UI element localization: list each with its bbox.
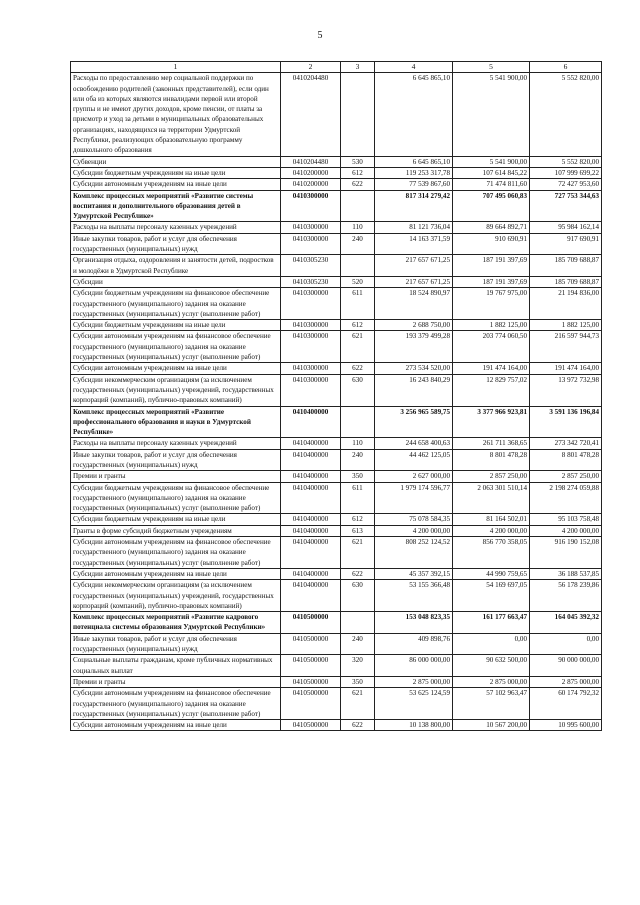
row-amount-cell: 0,00 bbox=[453, 633, 530, 655]
row-code-cell: 0410400000 bbox=[281, 537, 341, 569]
row-amount-cell: 71 474 811,60 bbox=[453, 179, 530, 190]
row-code-cell: 0410500000 bbox=[281, 633, 341, 655]
row-amount-cell: 185 709 688,87 bbox=[530, 276, 602, 287]
row-expense-type-cell: 612 bbox=[341, 320, 375, 331]
row-amount-cell: 707 495 060,83 bbox=[453, 190, 530, 222]
row-amount-cell: 95 984 162,14 bbox=[530, 222, 602, 233]
row-expense-type-cell: 530 bbox=[341, 156, 375, 167]
row-amount-cell: 44 462 125,05 bbox=[375, 449, 453, 471]
row-name-cell: Иные закупки товаров, работ и услуг для обеспечения государственных (муниципальных) нужд bbox=[71, 233, 281, 255]
row-name-cell: Субсидии bbox=[71, 276, 281, 287]
table-row bbox=[71, 255, 602, 277]
budget-table bbox=[70, 61, 602, 731]
table-row bbox=[71, 537, 602, 569]
row-name-cell: Субсидии автономным учреждениям на иные цели bbox=[71, 179, 281, 190]
table-row bbox=[71, 222, 602, 233]
row-amount-cell: 187 191 397,69 bbox=[453, 255, 530, 277]
row-amount-cell: 119 253 317,78 bbox=[375, 167, 453, 178]
table-row bbox=[71, 156, 602, 167]
row-name-cell: Премии и гранты bbox=[71, 676, 281, 687]
row-amount-cell: 81 164 502,01 bbox=[453, 514, 530, 525]
column-header: 3 bbox=[341, 62, 375, 73]
row-name-cell: Субсидии бюджетным учреждениям на иные цели bbox=[71, 514, 281, 525]
row-name-cell: Гранты в форме субсидий бюджетным учреждениям bbox=[71, 525, 281, 536]
row-amount-cell: 45 357 392,15 bbox=[375, 568, 453, 579]
table-row bbox=[71, 655, 602, 677]
row-amount-cell: 36 188 537,85 bbox=[530, 568, 602, 579]
row-amount-cell: 191 474 164,00 bbox=[453, 363, 530, 374]
row-expense-type-cell: 630 bbox=[341, 580, 375, 612]
row-amount-cell: 5 552 820,00 bbox=[530, 156, 602, 167]
row-amount-cell: 6 645 865,10 bbox=[375, 156, 453, 167]
row-name-cell: Субсидии бюджетным учреждениям на финансовое обеспечение государственного (муниципального) задания на оказание государственных (муниципальных) услуг (выполнение работ) bbox=[71, 288, 281, 320]
row-amount-cell: 3 591 136 196,84 bbox=[530, 406, 602, 438]
column-header: 1 bbox=[71, 62, 281, 73]
row-code-cell: 0410400000 bbox=[281, 438, 341, 449]
table-row bbox=[71, 73, 602, 156]
row-code-cell: 0410500000 bbox=[281, 612, 341, 634]
row-amount-cell: 2 875 000,00 bbox=[530, 676, 602, 687]
row-expense-type-cell: 240 bbox=[341, 633, 375, 655]
row-expense-type-cell: 622 bbox=[341, 179, 375, 190]
row-code-cell: 0410400000 bbox=[281, 514, 341, 525]
row-amount-cell: 16 243 840,29 bbox=[375, 374, 453, 406]
row-code-cell: 0410300000 bbox=[281, 320, 341, 331]
table-row bbox=[71, 514, 602, 525]
row-amount-cell: 3 377 966 923,81 bbox=[453, 406, 530, 438]
row-code-cell: 0410500000 bbox=[281, 676, 341, 687]
row-name-cell: Субсидии автономным учреждениям на финансовое обеспечение государственного (муниципального) задания на оказание государственных (муниципальных) услуг (выполнение работ) bbox=[71, 331, 281, 363]
row-code-cell: 0410300000 bbox=[281, 374, 341, 406]
column-header: 6 bbox=[530, 62, 602, 73]
row-amount-cell: 4 200 000,00 bbox=[530, 525, 602, 536]
row-name-cell: Комплекс процессных мероприятий «Развитие системы воспитания и дополнительного образования детей в Удмуртской Республике» bbox=[71, 190, 281, 222]
table-row bbox=[71, 438, 602, 449]
row-amount-cell: 1 882 125,00 bbox=[453, 320, 530, 331]
row-name-cell: Субсидии автономным учреждениям на иные цели bbox=[71, 720, 281, 731]
row-amount-cell: 217 657 671,25 bbox=[375, 255, 453, 277]
row-code-cell: 0410300000 bbox=[281, 222, 341, 233]
row-expense-type-cell bbox=[341, 190, 375, 222]
row-name-cell: Субсидии некоммерческим организациям (за исключением государственных (муниципальных) учреждений, государственных корпораций (компаний), публично-правовых компаний) bbox=[71, 580, 281, 612]
row-expense-type-cell: 612 bbox=[341, 514, 375, 525]
row-amount-cell: 90 632 500,00 bbox=[453, 655, 530, 677]
row-amount-cell: 4 200 000,00 bbox=[453, 525, 530, 536]
row-amount-cell: 916 190 152,08 bbox=[530, 537, 602, 569]
row-code-cell: 0410400000 bbox=[281, 525, 341, 536]
row-name-cell: Иные закупки товаров, работ и услуг для обеспечения государственных (муниципальных) нужд bbox=[71, 633, 281, 655]
row-amount-cell: 2 688 750,00 bbox=[375, 320, 453, 331]
row-code-cell: 0410400000 bbox=[281, 482, 341, 514]
row-code-cell: 0410200000 bbox=[281, 167, 341, 178]
row-amount-cell: 18 524 890,97 bbox=[375, 288, 453, 320]
row-amount-cell: 2 063 301 510,14 bbox=[453, 482, 530, 514]
row-amount-cell: 2 857 250,00 bbox=[453, 471, 530, 482]
row-expense-type-cell: 110 bbox=[341, 222, 375, 233]
row-code-cell: 0410500000 bbox=[281, 655, 341, 677]
table-row bbox=[71, 568, 602, 579]
table-row bbox=[71, 633, 602, 655]
row-amount-cell: 10 995 600,00 bbox=[530, 720, 602, 731]
row-amount-cell: 244 658 400,63 bbox=[375, 438, 453, 449]
column-header: 5 bbox=[453, 62, 530, 73]
table-row bbox=[71, 612, 602, 634]
row-expense-type-cell: 613 bbox=[341, 525, 375, 536]
table-row bbox=[71, 276, 602, 287]
row-amount-cell: 273 534 520,00 bbox=[375, 363, 453, 374]
row-amount-cell: 164 045 392,32 bbox=[530, 612, 602, 634]
row-amount-cell: 14 163 371,59 bbox=[375, 233, 453, 255]
row-amount-cell: 60 174 792,32 bbox=[530, 688, 602, 720]
row-amount-cell: 203 774 060,50 bbox=[453, 331, 530, 363]
row-name-cell: Субсидии бюджетным учреждениям на финансовое обеспечение государственного (муниципального) задания на оказание государственных (муниципальных) услуг (выполнение работ) bbox=[71, 482, 281, 514]
row-amount-cell: 856 770 358,05 bbox=[453, 537, 530, 569]
row-amount-cell: 153 048 823,35 bbox=[375, 612, 453, 634]
row-code-cell: 0410305230 bbox=[281, 276, 341, 287]
row-amount-cell: 19 767 975,00 bbox=[453, 288, 530, 320]
row-amount-cell: 910 690,91 bbox=[453, 233, 530, 255]
row-code-cell: 0410400000 bbox=[281, 471, 341, 482]
table-row bbox=[71, 179, 602, 190]
table-row bbox=[71, 233, 602, 255]
row-code-cell: 0410204480 bbox=[281, 156, 341, 167]
row-amount-cell: 44 990 759,65 bbox=[453, 568, 530, 579]
row-amount-cell: 2 857 250,00 bbox=[530, 471, 602, 482]
row-name-cell: Субвенции bbox=[71, 156, 281, 167]
row-amount-cell: 10 138 800,00 bbox=[375, 720, 453, 731]
row-expense-type-cell: 611 bbox=[341, 482, 375, 514]
row-expense-type-cell: 350 bbox=[341, 676, 375, 687]
row-expense-type-cell bbox=[341, 255, 375, 277]
row-amount-cell: 3 256 965 589,75 bbox=[375, 406, 453, 438]
table-row bbox=[71, 471, 602, 482]
row-code-cell: 0410300000 bbox=[281, 288, 341, 320]
row-amount-cell: 2 875 000,00 bbox=[453, 676, 530, 687]
row-amount-cell: 185 709 688,87 bbox=[530, 255, 602, 277]
row-amount-cell: 81 121 736,04 bbox=[375, 222, 453, 233]
row-amount-cell: 2 198 274 059,88 bbox=[530, 482, 602, 514]
row-amount-cell: 193 379 499,28 bbox=[375, 331, 453, 363]
table-row bbox=[71, 676, 602, 687]
row-amount-cell: 57 102 963,47 bbox=[453, 688, 530, 720]
row-expense-type-cell: 240 bbox=[341, 449, 375, 471]
row-code-cell: 0410300000 bbox=[281, 363, 341, 374]
row-amount-cell: 5 541 900,00 bbox=[453, 73, 530, 156]
page-number: 5 bbox=[317, 30, 323, 41]
row-name-cell: Субсидии бюджетным учреждениям на иные цели bbox=[71, 167, 281, 178]
table-row bbox=[71, 580, 602, 612]
row-amount-cell: 0,00 bbox=[530, 633, 602, 655]
row-code-cell: 0410400000 bbox=[281, 449, 341, 471]
row-name-cell: Премии и гранты bbox=[71, 471, 281, 482]
row-amount-cell: 4 200 000,00 bbox=[375, 525, 453, 536]
row-expense-type-cell bbox=[341, 406, 375, 438]
row-amount-cell: 72 427 953,60 bbox=[530, 179, 602, 190]
row-amount-cell: 261 711 368,65 bbox=[453, 438, 530, 449]
table-row bbox=[71, 374, 602, 406]
row-amount-cell: 191 474 164,00 bbox=[530, 363, 602, 374]
row-amount-cell: 8 801 478,28 bbox=[530, 449, 602, 471]
table-row bbox=[71, 190, 602, 222]
row-expense-type-cell: 611 bbox=[341, 288, 375, 320]
table-row bbox=[71, 363, 602, 374]
row-code-cell: 0410305230 bbox=[281, 255, 341, 277]
table-row bbox=[71, 525, 602, 536]
row-amount-cell: 53 155 366,48 bbox=[375, 580, 453, 612]
row-amount-cell: 21 194 836,00 bbox=[530, 288, 602, 320]
row-expense-type-cell: 240 bbox=[341, 233, 375, 255]
row-amount-cell: 2 875 000,00 bbox=[375, 676, 453, 687]
row-amount-cell: 89 664 892,71 bbox=[453, 222, 530, 233]
row-amount-cell: 95 103 758,48 bbox=[530, 514, 602, 525]
row-amount-cell: 10 567 200,00 bbox=[453, 720, 530, 731]
table-header-row bbox=[71, 62, 602, 73]
row-expense-type-cell: 320 bbox=[341, 655, 375, 677]
table-row bbox=[71, 288, 602, 320]
row-expense-type-cell: 612 bbox=[341, 167, 375, 178]
row-amount-cell: 12 829 757,02 bbox=[453, 374, 530, 406]
row-code-cell: 0410300000 bbox=[281, 233, 341, 255]
row-expense-type-cell: 621 bbox=[341, 688, 375, 720]
row-amount-cell: 216 597 944,73 bbox=[530, 331, 602, 363]
row-expense-type-cell: 622 bbox=[341, 363, 375, 374]
row-expense-type-cell: 520 bbox=[341, 276, 375, 287]
row-name-cell: Иные закупки товаров, работ и услуг для обеспечения государственных (муниципальных) нужд bbox=[71, 449, 281, 471]
row-name-cell: Субсидии автономным учреждениям на финансовое обеспечение государственного (муниципального) задания на оказание государственных (муниципальных) услуг (выполнение работ) bbox=[71, 688, 281, 720]
table-row bbox=[71, 482, 602, 514]
row-amount-cell: 75 078 584,35 bbox=[375, 514, 453, 525]
row-amount-cell: 161 177 663,47 bbox=[453, 612, 530, 634]
table-row bbox=[71, 320, 602, 331]
row-code-cell: 0410204480 bbox=[281, 73, 341, 156]
row-name-cell: Расходы на выплаты персоналу казенных учреждений bbox=[71, 222, 281, 233]
row-amount-cell: 817 314 279,42 bbox=[375, 190, 453, 222]
row-expense-type-cell: 110 bbox=[341, 438, 375, 449]
row-code-cell: 0410500000 bbox=[281, 688, 341, 720]
row-amount-cell: 107 614 845,22 bbox=[453, 167, 530, 178]
table-row bbox=[71, 449, 602, 471]
table-row bbox=[71, 688, 602, 720]
row-code-cell: 0410500000 bbox=[281, 720, 341, 731]
row-name-cell: Субсидии бюджетным учреждениям на иные цели bbox=[71, 320, 281, 331]
row-amount-cell: 917 690,91 bbox=[530, 233, 602, 255]
row-amount-cell: 217 657 671,25 bbox=[375, 276, 453, 287]
row-amount-cell: 5 541 900,00 bbox=[453, 156, 530, 167]
row-code-cell: 0410200000 bbox=[281, 179, 341, 190]
row-amount-cell: 1 882 125,00 bbox=[530, 320, 602, 331]
row-code-cell: 0410300000 bbox=[281, 331, 341, 363]
row-expense-type-cell: 622 bbox=[341, 720, 375, 731]
row-amount-cell: 187 191 397,69 bbox=[453, 276, 530, 287]
row-code-cell: 0410400000 bbox=[281, 568, 341, 579]
row-name-cell: Организация отдыха, оздоровления и занятости детей, подростков и молодёжи в Удмуртской Республике bbox=[71, 255, 281, 277]
row-amount-cell: 8 801 478,28 bbox=[453, 449, 530, 471]
row-expense-type-cell: 621 bbox=[341, 537, 375, 569]
row-amount-cell: 13 972 732,98 bbox=[530, 374, 602, 406]
row-name-cell: Комплекс процессных мероприятий «Развитие кадрового потенциала системы образования Удмуртской Республики» bbox=[71, 612, 281, 634]
row-expense-type-cell: 350 bbox=[341, 471, 375, 482]
row-name-cell: Субсидии автономным учреждениям на иные цели bbox=[71, 363, 281, 374]
table-row bbox=[71, 167, 602, 178]
row-amount-cell: 56 178 239,86 bbox=[530, 580, 602, 612]
table-row bbox=[71, 406, 602, 438]
row-name-cell: Субсидии автономным учреждениям на финансовое обеспечение государственного (муниципального) задания на оказание государственных (муниципальных) услуг (выполнение работ) bbox=[71, 537, 281, 569]
column-header: 2 bbox=[281, 62, 341, 73]
row-amount-cell: 808 252 124,52 bbox=[375, 537, 453, 569]
budget-table-body bbox=[71, 62, 602, 731]
row-name-cell: Расходы по предоставлению мер социальной поддержки по освобождению родителей (законных представителей), если один или оба из которых являются инвалидами первой или второй группы и не имеют других доходов, кроме пенсии, от платы за присмотр и уход за детьми в муниципальных образовательных организациях, находящихся на территории Удмуртской Республики, реализующих образовательную программу дошкольного образования bbox=[71, 73, 281, 156]
row-name-cell: Комплекс процессных мероприятий «Развитие профессионального образования и науки в Удмуртской Республике» bbox=[71, 406, 281, 438]
row-name-cell: Расходы на выплаты персоналу казенных учреждений bbox=[71, 438, 281, 449]
row-amount-cell: 54 169 697,05 bbox=[453, 580, 530, 612]
row-expense-type-cell bbox=[341, 73, 375, 156]
row-expense-type-cell: 622 bbox=[341, 568, 375, 579]
row-amount-cell: 2 627 000,00 bbox=[375, 471, 453, 482]
row-code-cell: 0410400000 bbox=[281, 406, 341, 438]
row-amount-cell: 86 000 000,00 bbox=[375, 655, 453, 677]
row-amount-cell: 6 645 865,10 bbox=[375, 73, 453, 156]
row-amount-cell: 53 625 124,59 bbox=[375, 688, 453, 720]
column-header: 4 bbox=[375, 62, 453, 73]
row-amount-cell: 1 979 174 596,77 bbox=[375, 482, 453, 514]
row-code-cell: 0410400000 bbox=[281, 580, 341, 612]
row-expense-type-cell: 630 bbox=[341, 374, 375, 406]
table-row bbox=[71, 331, 602, 363]
row-amount-cell: 5 552 820,00 bbox=[530, 73, 602, 156]
row-amount-cell: 727 753 344,63 bbox=[530, 190, 602, 222]
row-name-cell: Социальные выплаты гражданам, кроме публичных нормативных социальных выплат bbox=[71, 655, 281, 677]
row-name-cell: Субсидии некоммерческим организациям (за исключением государственных (муниципальных) учреждений, государственных корпораций (компаний), публично-правовых компаний) bbox=[71, 374, 281, 406]
row-code-cell: 0410300000 bbox=[281, 190, 341, 222]
row-name-cell: Субсидии автономным учреждениям на иные цели bbox=[71, 568, 281, 579]
row-amount-cell: 409 898,76 bbox=[375, 633, 453, 655]
row-amount-cell: 273 342 720,41 bbox=[530, 438, 602, 449]
row-amount-cell: 90 000 000,00 bbox=[530, 655, 602, 677]
table-row bbox=[71, 720, 602, 731]
row-expense-type-cell: 621 bbox=[341, 331, 375, 363]
row-amount-cell: 107 999 699,22 bbox=[530, 167, 602, 178]
row-amount-cell: 77 539 867,60 bbox=[375, 179, 453, 190]
row-expense-type-cell bbox=[341, 612, 375, 634]
